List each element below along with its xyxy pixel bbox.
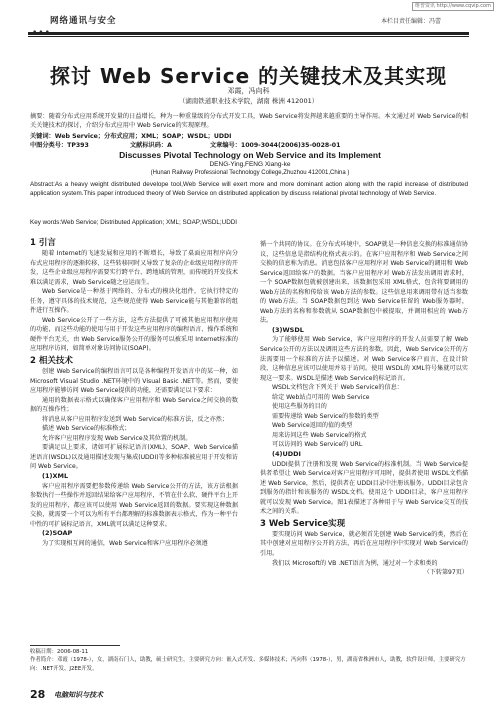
received-date: 收稿日期：2006-08-11 [30,649,89,655]
section-heading: 3 Web Service实现 [260,518,346,529]
column-name [50,14,117,26]
english-keywords: Key words:Web Service; Distributed Application; XML; SOAP;WSDL;UDDI [30,219,238,226]
abstract-cn: 摘要：随着分布式应用系统开发量的日益增长，种为一种重量级的分布式开发工具，Web Service将发挥越来越重要的主导作用。本文通过对 Web Service的相关关键技术的探讨，介绍分布式应用中 Web Service的实现原理。 [30,113,468,130]
article-number: 文章编号：1009-3044(2006)35-0028-01 [210,142,341,149]
header-rule-thin [28,36,469,37]
subsection-heading: (2)SOAP [42,529,73,538]
paragraph: 通用的数据表示格式以确保客户应用程序和 Web Service之间交换的数据的互操作性； [30,396,238,414]
list-item: 使用这些服务的目的 [272,403,327,411]
list-item: 可以访问的 Web Service的 URL [272,441,363,449]
english-authors: DENG-Ying,FENG Xiang-ke [209,161,291,168]
paragraph: 随着 Internet的飞速发展和应用的不断增长，导致了桌面应用程序向分布式应用程序的逐渐转移，这些转移同时又导致了复杂的企业级应用程序的开发，这些企业级应用程序需要实行跨平台、跨地域的管理，而传统的开发技术难以满足需求，Web Service随之应运而生。 [30,250,238,286]
paragraph: 将消息从客户应用程序发送到 Web Service的标准方法，反之亦然； [42,415,228,423]
list-item: Web Service返回的值的类型 [272,422,353,430]
keywords-cn: 关键词：Web Service；分布式应用；XML；SOAP；WSDL；UDDI [30,133,232,140]
left-column [30,236,238,548]
column-name-text: 网络通讯与安全 [50,16,117,26]
journal-logo: 电脑知识与技术 [54,691,103,699]
continued-note: （下转第97页） [423,569,468,577]
footnote-rule [30,645,120,646]
section-heading: 2 相关技术 [30,356,73,367]
paragraph: Web Service是一种基于网络的、分布式的模块化组件，它执行特定的任务，遵守具体的技术规范，这些规范使得 Web Service能与其他兼容的组件进行互操作。 [30,288,238,315]
paragraph: 要满足以上要求，诸如可扩展标记语言(XML)、SOAP、Web Service描述语言(WSDL)以及通用描述发现与集成(UDDI)等多种标准被应用于开发和访问 Web Service。 [30,444,238,471]
paragraph: 循一个共同的协议。在分布式环境中，SOAP就是一种信息交换的标准通信协议，这些信息是指结构化格式表示的。在客户应用程序和 Web Service之间交换的信息称为消息。消息包括客户应用程序对 Web Service的调用和 Web Service返回给客户的数据。当客户应用程序对 Web方法发出调用请求时，一个 SOAP数据包就被创建出来，该数据包采用 XML格式，包含将要调用的 Web方法的名称和传给该 Web方法的参数。这些信息用来调用带有适当参数的 Web方法。当 SOAP数据包到达 Web Service驻留的 Web服务器时，Web方法的名称和参数就从 SOAP数据包中被提取，并调用相应的 Web方法。 [260,241,468,325]
paragraph: 描述 Web Service的标准格式； [42,425,131,433]
paragraph: 要实现访问 Web Service，就必须首先创建 Web Service的类，然后在其中创建对应用程序公开的方法，再后在应用程序中实现对 Web Service的引用。 [260,530,468,557]
editor-credit: 本栏目责任编辑：冯蕾 [380,18,441,25]
subsection-heading: (1)XML [42,472,69,481]
list-item: 用来访问这些 Web Service的格式 [272,431,367,439]
doc-code: 文献标识码：A [130,142,172,149]
right-column [260,240,468,578]
page-number: 28 [30,688,46,701]
list-item: 需要传递给 Web Service的参数的类型 [272,412,379,420]
footnote [30,648,468,673]
article-title: 探讨 Web Service 的关键技术及其实现 [49,64,448,88]
list-item: 给定 Web站点可用的 Web Service [272,393,370,401]
subsection-heading: (3)WSDL [272,325,304,334]
english-affiliation: (Hunan Railway Professional Technology College,Zhuzhou 412001,China ) [150,170,350,176]
paragraph: UDDI提供了注册和发现 Web Service的标准机制。当 Web Service提供者希望让 Web Service对客户应用程序可用时，提供者使用 WSDL文档描述 Web Service，然后，提供者在 UDDI目录中注册该服务。UDDI目录包含到服务的指针和该服务的 WSDL文档。使用这个 UDDI目录，客户应用程序就可以发现 Web Service。图1表描述了各种用于与 Web Service交互的技术之间的关系。 [260,460,468,516]
paragraph: Web Service公开了一些方法，这些方法提供了可被其他应用程序使用的功能，而这些功能的使用与用于开发这些应用程序的编程语言、操作系统和硬件平台无关，由 Web Service服务公开的服务可以被采用 Internet标准的应用程序访问，如简单对象访问协议(SOAP)。 [30,316,238,353]
author-bio: 作者简介：邓霞（1978-），女，湖南石门人，助教，硕士研究生，主要研究方向：嵌入式开发、多媒体技术；冯向科（1978-），男，湖南省株洲市人，助教，软件设计师，主要研究方向：.NET开发、J2EE开发。 [30,657,466,672]
english-title: Discusses Pivotal Technology on Web Service and its Implement [119,150,381,160]
header-rule [28,32,469,35]
watermark: 维普资讯 http://www.cqvip.com [412,2,494,11]
subsection-heading: (4)UDDI [272,450,301,459]
paragraph: WSDL文档包含下列关于 Web Service的信息： [272,384,403,392]
paragraph: 允许客户应用程序发现 Web Service及其位置的机制。 [42,434,192,442]
clc-number: 中图分类号：TP393 [30,142,89,149]
paragraph: 客户应用程序需要把参数传递给 Web Service公开的方法，该方法根据参数执行一些操作并返回结果给客户应用程序，不管在什么软、硬件平台上开发的应用程序，都应该可以使用 Web Service返回的数据。要实现这种数据交换，就需要一个可以为所有平台都理解的标准数据表示格式，作为一种平台中性的可扩展标记语言，XML就可以满足这种要求。 [30,482,238,528]
english-abstract: Abstract:As a heavy weight distributed develope tool,Web Service will exert more and more dominant action along with the rapid increase of distributed application system.This paper introduced theory of Web Service on distributed application by discuss relational pivotal technology of Web Service. [30,181,468,198]
paragraph: 我们以 Microsoft的 VB .NET语言为例，通过对一个求和类的 [272,559,438,567]
authors: 邓霞，冯向科 [227,87,270,95]
paragraph: 为了能够使用 Web Service，客户应用程序的开发人员需要了解 Web Service公开的方法以及调用这些方法的参数。因此，Web Service公开的方法需要用一个标准的方法予以描述。对 Web Service客户而言，在设计阶段，这种信息应该可以使用并易于访问。使用 WSDL的 XML符号集就可以实现这一要求。WSDL是描述 Web Service的标记语言。 [260,336,468,382]
paragraph: 为了实现相互间的通信，Web Service和客户应用程序必须遵 [42,539,208,547]
affiliation: （湖南铁道职业技术学院，湖南 株洲 412001） [178,97,319,105]
paragraph: 创建 Web Service的编程语言可以是各种编程开发语言中的某一种，如 Microsoft Visual Studio .NET环境中的 Visual Basic .NET等。然而，要使应用程序能够访问 Web Service提供的功能，还需要满足以下要求： [30,368,238,395]
section-heading: 1 引言 [30,238,56,248]
